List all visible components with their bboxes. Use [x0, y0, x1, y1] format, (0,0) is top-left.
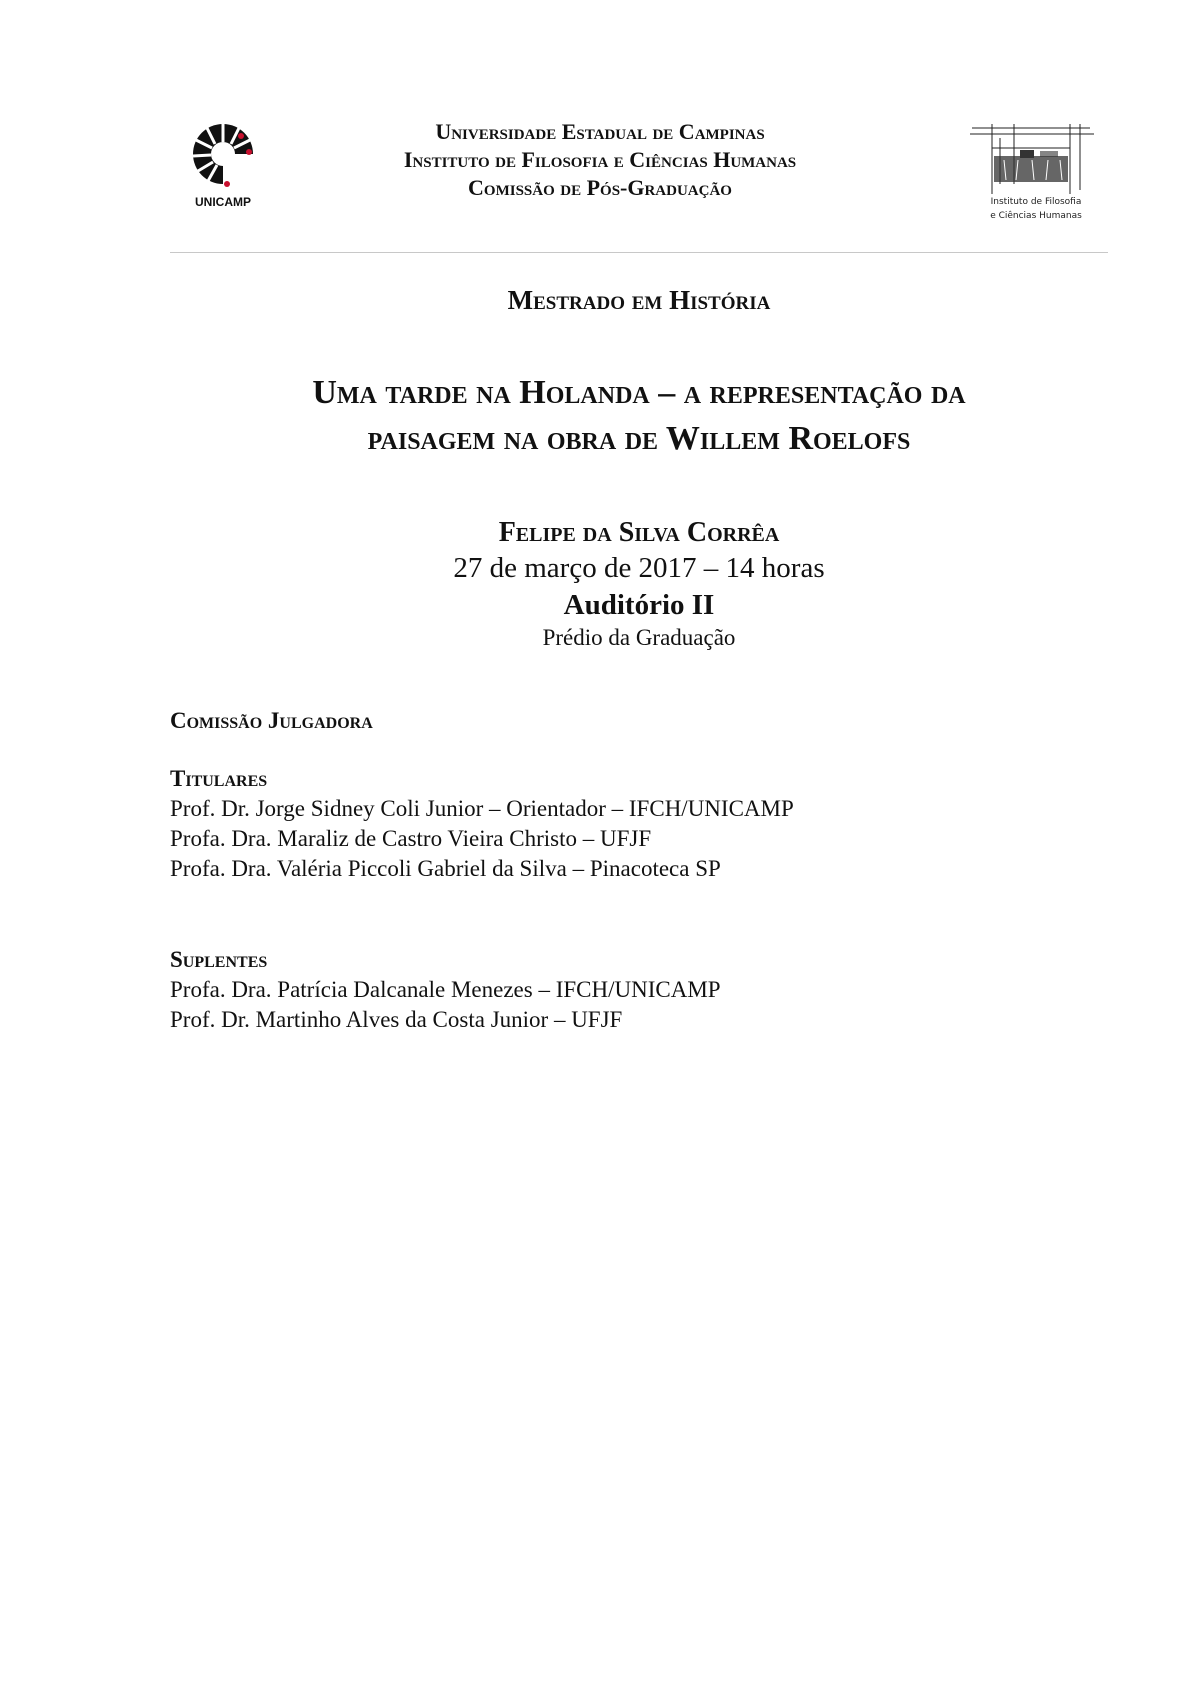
- unicamp-logo: [183, 118, 263, 214]
- suplentes-section: [170, 945, 1070, 1035]
- titulares-section: [170, 764, 1070, 884]
- program-title: Mestrado em História: [507, 285, 771, 315]
- institution-header: [320, 118, 880, 202]
- thesis-title-line-1: Uma tarde na Holanda – a representação da: [312, 374, 966, 411]
- commission-name: Comissão de Pós-Graduação: [468, 175, 732, 200]
- ifch-logo-text-line2: e Ciências Humanas: [990, 211, 1082, 221]
- defense-date-time: 27 de março de 2017 – 14 horas: [453, 552, 825, 584]
- university-name: Universidade Estadual de Campinas: [435, 119, 765, 144]
- list-item: Profa. Dra. Valéria Piccoli Gabriel da Silva – Pinacoteca SP: [170, 856, 721, 881]
- thesis-title: [170, 370, 1108, 462]
- titulares-heading: Titulares: [170, 766, 268, 791]
- unicamp-logo-text: UNICAMP: [195, 195, 251, 209]
- header-divider: [170, 252, 1108, 253]
- building: Prédio da Graduação: [542, 625, 736, 650]
- candidate-name: Felipe da Silva Corrêa: [498, 517, 780, 548]
- suplentes-heading: Suplentes: [170, 947, 268, 972]
- ifch-logo-text-line1: Instituto de Filosofia: [990, 197, 1082, 207]
- list-item: Prof. Dr. Jorge Sidney Coli Junior – Orientador – IFCH/UNICAMP: [170, 796, 794, 821]
- institute-name: Instituto de Filosofia e Ciências Humanas: [403, 147, 797, 172]
- list-item: Profa. Dra. Maraliz de Castro Vieira Christo – UFJF: [170, 826, 652, 851]
- list-item: Profa. Dra. Patrícia Dalcanale Menezes – IFCH/UNICAMP: [170, 977, 721, 1002]
- committee-heading: Comissão Julgadora: [170, 708, 373, 733]
- list-item: Prof. Dr. Martinho Alves da Costa Junior – UFJF: [170, 1007, 623, 1032]
- thesis-title-line-2: paisagem na obra de Willem Roelofs: [367, 420, 911, 457]
- ifch-logo: [970, 124, 1096, 226]
- venue: Auditório II: [563, 589, 715, 621]
